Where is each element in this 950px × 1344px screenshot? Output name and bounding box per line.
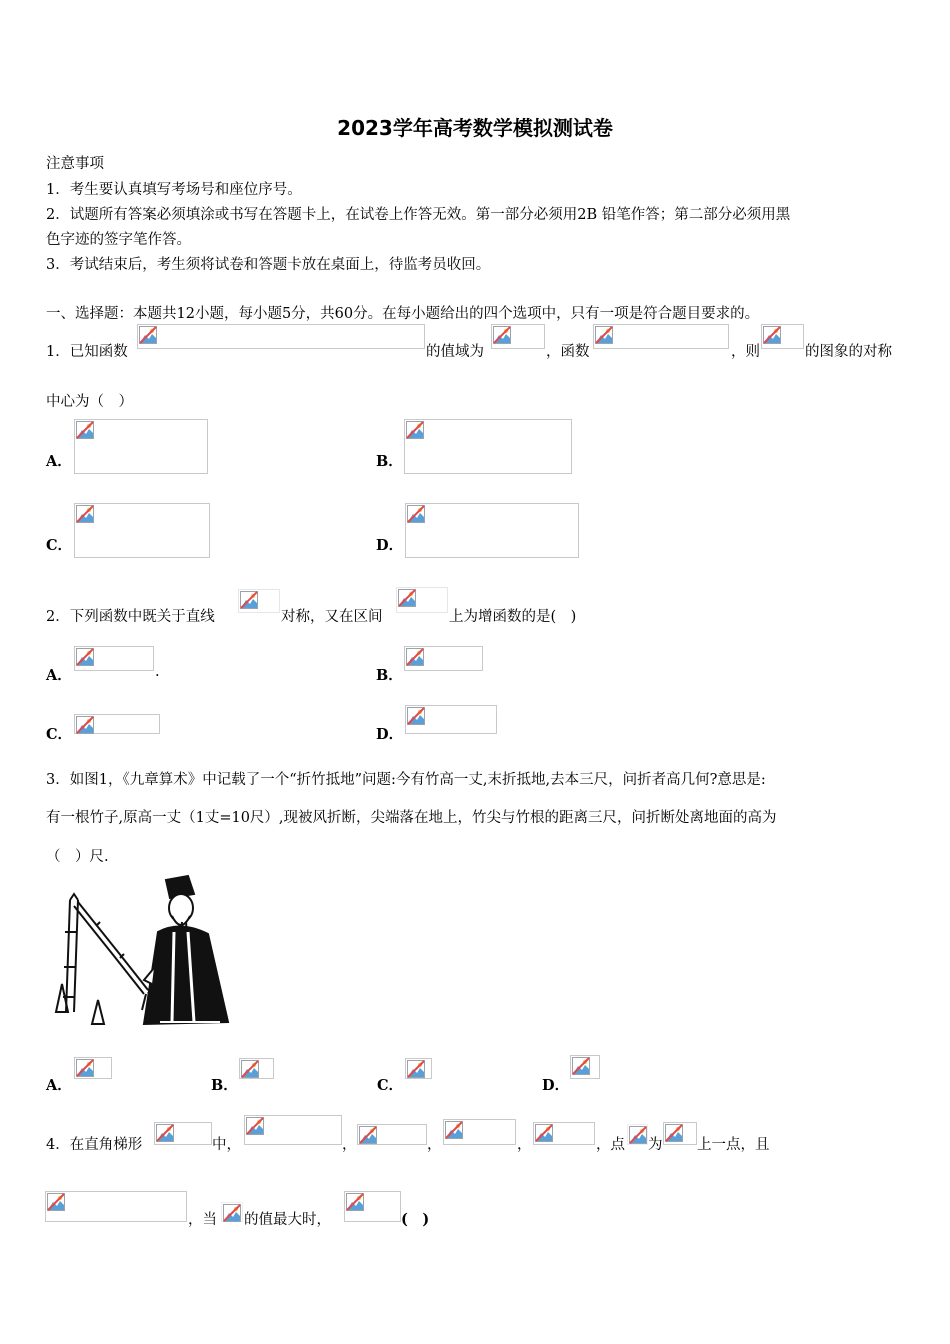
q4-formula-condition-1 [244,1115,342,1145]
q1-option-c-formula [74,503,210,558]
q3-text-line3: （ ）尺. [46,849,109,865]
q1-option-a-label: A． [46,453,72,470]
q1-text-5: 的图象的对称 [805,344,892,360]
notice-heading: 注意事项 [46,156,104,172]
q4-formula-result [344,1191,401,1222]
q2-option-c-label: C． [46,726,73,743]
q2-option-a-dot: . [155,664,160,680]
broken-image-icon [398,589,416,607]
broken-image-icon [406,648,424,666]
notice-item-3: 3．考试结束后，考生须将试卷和答题卡放在桌面上，待监考员收回。 [46,257,491,273]
broken-image-icon [535,1124,553,1142]
q4-text-7: 的值最大时， [244,1212,331,1228]
q4-text-6: ，当 [188,1212,217,1228]
broken-image-icon [156,1124,174,1142]
q2-option-a-label: A． [46,667,72,684]
q4-formula-trapezoid [154,1122,212,1145]
notice-item-2: 2．试题所有答案必须填涂或书写在答题卡上，在试卷上作答无效。第一部分必须用2B 铅笔作答；第二部分必须用黑 [46,207,791,223]
q1-option-d-label: D． [376,537,404,554]
q4-formula-condition-3 [443,1119,516,1145]
broken-image-icon [407,505,425,523]
q1-option-b-label: B． [376,453,403,470]
broken-image-icon [665,1124,683,1142]
q4-formula-expression [221,1202,243,1222]
q2-text-2: 对称，又在区间 [281,609,383,625]
broken-image-icon [359,1126,377,1144]
broken-image-icon [139,326,157,344]
q1-formula-function-2 [593,324,729,349]
q3-option-a-label: A． [46,1077,72,1094]
broken-image-icon [629,1126,647,1144]
broken-image-icon [407,707,425,725]
q1-formula-function [137,324,425,349]
q3-illustration-bamboo-scholar [48,872,238,1032]
q2-option-b-formula [404,646,483,671]
q3-text-line2: 有一根竹子,原高一丈（1丈=10尺）,现被风折断，尖端落在地上，竹尖与竹根的距离三尺，问折断处离地面的高为 [46,810,777,826]
q4-text-2: 中， [212,1137,241,1153]
q4-text-8: ( ) [401,1211,430,1228]
q3-option-a-formula [74,1057,112,1079]
q2-formula-interval [396,587,448,613]
q1-text-line2: 中心为（ ） [46,394,133,410]
broken-image-icon [241,1060,259,1078]
q1-text-4: ，则 [731,344,760,360]
q4-comma-2: ， [427,1137,442,1153]
broken-image-icon [76,1059,94,1077]
q4-formula-vector [45,1191,187,1222]
broken-image-icon [572,1057,590,1075]
q3-option-c-formula [405,1058,432,1079]
q2-option-c-formula [74,714,160,734]
broken-image-icon [407,1060,425,1078]
broken-image-icon [406,421,424,439]
q4-text-1: 4．在直角梯形 [46,1137,143,1153]
section-heading: 一、选择题：本题共12小题，每小题5分，共60分。在每小题给出的四个选项中，只有一项是符合题目要求的。 [46,306,760,322]
q2-option-b-label: B． [376,667,403,684]
broken-image-icon [445,1121,463,1139]
q4-formula-condition-4 [533,1122,595,1145]
q3-option-d-label: D． [542,1077,570,1094]
q4-formula-point [627,1124,648,1145]
q1-formula-g [761,324,804,349]
q2-formula-line [238,589,280,613]
q3-option-d-formula [570,1055,600,1079]
q1-text-3: ，函数 [546,344,590,360]
q3-text-line1: 3．如图1，《九章算术》中记载了一个“折竹抵地”问题:今有竹高一丈,末折抵地,去本三尺，问折者高几何?意思是: [46,772,766,788]
broken-image-icon [240,591,258,609]
q3-option-b-label: B． [211,1077,238,1094]
q2-text-1: 2．下列函数中既关于直线 [46,609,215,625]
page-title: 2023学年高考数学模拟测试卷 [337,116,613,140]
q2-option-d-label: D． [376,726,404,743]
q4-formula-condition-2 [357,1124,427,1145]
q1-option-d-formula [405,503,579,558]
q1-text-1: 1．已知函数 [46,344,128,360]
broken-image-icon [223,1204,241,1222]
broken-image-icon [246,1117,264,1135]
broken-image-icon [76,421,94,439]
q3-option-c-label: C． [377,1077,404,1094]
broken-image-icon [493,326,511,344]
q1-formula-range [491,324,545,349]
q1-text-2: 的值域为 [426,344,484,360]
broken-image-icon [346,1193,364,1211]
broken-image-icon [76,648,94,666]
q4-text-5: 上一点，且 [697,1137,770,1153]
notice-item-2-cont: 色字迹的签字笔作答。 [46,232,191,248]
q4-comma-3: ， [517,1137,532,1153]
q1-option-a-formula [74,419,208,474]
broken-image-icon [763,326,781,344]
q4-text-4: 为 [648,1137,663,1153]
q4-formula-segment [663,1122,697,1145]
broken-image-icon [595,326,613,344]
q4-text-3: ，点 [596,1137,625,1153]
q2-option-d-formula [405,705,497,734]
q3-option-b-formula [239,1058,274,1079]
broken-image-icon [76,505,94,523]
q2-option-a-formula [74,646,154,671]
notice-item-1: 1．考生要认真填写考场号和座位序号。 [46,182,302,198]
q4-comma-1: ， [342,1137,357,1153]
broken-image-icon [76,716,94,734]
broken-image-icon [47,1193,65,1211]
q2-text-3: 上为增函数的是( ) [449,609,577,625]
q1-option-c-label: C． [46,537,73,554]
q1-option-b-formula [404,419,572,474]
